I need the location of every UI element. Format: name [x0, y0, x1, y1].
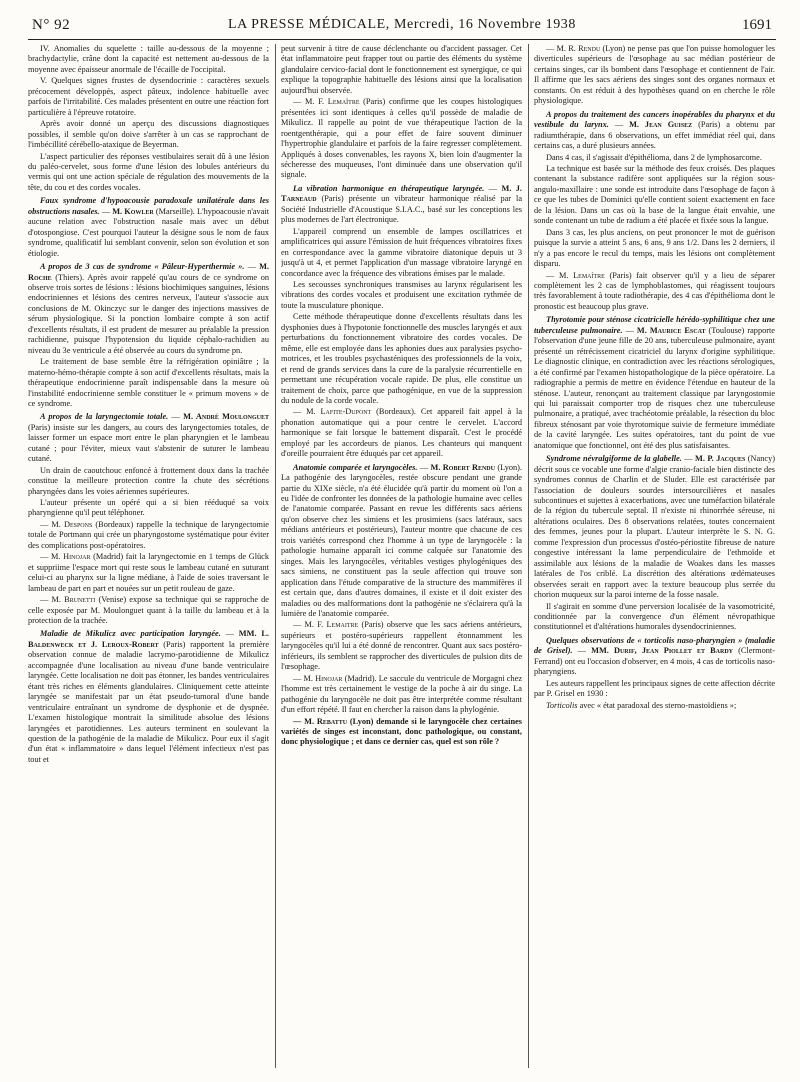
- paragraph: Il s'agirait en somme d'une perversion localisée de la vasomotricité, conditionnée par la convergence d'un élément névropathique constitutionnel et d'altérations humorales dysendocriniennes.: [534, 601, 775, 632]
- comment-rebattu: — M. Rebattu (Lyon) demande si le laryngocèle chez certaines variétés de singes est inconstant, donc pathologique, ou constant, donc physiologique ; et dans ce dernier cas, quel est son rôle ?: [281, 716, 522, 747]
- section-title: La vibration harmonique en thérapeutique laryngée.: [293, 183, 485, 193]
- comment-text: (Bordeaux) rappelle la technique de laryngectomie totale de Portmann qui crée un pharyngostome systématique pour éviter des complications post-opératoires.: [28, 519, 269, 550]
- column-1: [28, 44, 269, 1068]
- section-text: (Nancy) décrit sous ce vocable une forme d'algie cranio-faciale bien distincte des syndromes connus de Charlin et de Sluder. Elle est caractérisée par l'association de douleurs sourdes intersourcilières et nasales subcontinues et sujettes à exacerbations, avec une tuméfaction bilatérale de la région du tubercule septal. Il n'existe ni rhinorrhée séreuse, ni altérations oculaires. Des 8 observations relatées, toutes concernaient des femmes, jeunes pour la plupart. L'auteur interprète le S. N. G. comme l'expression d'un processus d'ostéo-périostite fibreuse de nature congestive intéressant la lame perpendiculaire de l'ethmoïde et assimilable aux lésions de la maladie de Woakes dans les masses latérales de l'os criblé. La discrétion des altérations œdémateuses observées serait en rapport avec la texture beaucoup plus serrée du chorion muqueux sur la paroi interne de la fosse nasale.: [534, 454, 775, 600]
- author-name: M. Kowler: [112, 206, 154, 216]
- comment-text: (Paris) observe que les sacs aériens antérieurs, supérieurs et postéro-supérieurs rappellent étonnamment les laryngocèles qu'il lui a été donné de rencontrer. Quant aux sacs postéro-inférieurs, ils semblent se rapprocher des diverticules de pulsion dits de l'œsophage.: [281, 620, 522, 672]
- author-name: M. F. Lemaître: [304, 97, 360, 107]
- paragraph: L'auteur présente un opéré qui a si bien rééduqué sa voix pharyngienne qu'il peut téléphoner.: [28, 498, 269, 518]
- comment-text: (Madrid) fait la laryngectomie en 1 temps de Glück et suppriime l'espace mort qui reste sous le lambeau cutané en suturant celui-ci au pharynx sur la ligne médiane, à l'aide de soies traversant le lambeau de part en part et nouées sur un petit rouleau de gaze.: [28, 552, 269, 593]
- section-mikulicz: Maladie de Mikulicz avec participation laryngée. — MM. L. Baldenweck et J. Leroux-Robert (Paris) rapportent la première observation connue de maladie lacrymo-parotidienne de Mikulicz accompagnée d'une localisation au niveau d'une bande ventriculaire laryngée. Cette localisation ne doit pas étonner, les bandes ventriculaires étant très riches en éléments glandulaires. Cliniquement cette atteinte laryngée se manifestait par un état pseudo-tumoral d'une bande ventriculaire entraînant un syndrome de dysphonie et de dyspnée. L'examen histologique montrait la similitude absolue des lésions laryngées et parotidiennes. Les auteurs terminent en soulevant la question de la pathogénie de la maladie de Mikulicz. Pour eux il s'agit d'un état « inflammatoire » dans lequel l'élément infectieux n'est pas tout et: [28, 629, 269, 764]
- section-title: A propos de 3 cas de syndrome « Pâleur-Hyperthermie ».: [40, 262, 245, 272]
- section-jacques: Syndrome névralgiforme de la glabelle. — M. P. Jacques (Nancy) décrit sous ce vocable une forme d'algie cranio-faciale bien distincte des syndromes connus de Charlin et de Sluder. Elle est caractérisée par l'association de douleurs sourdes intersourcilières et nasales subcontinues et sujettes à exacerbations, avec une tuméfaction bilatérale de la région du tubercule septal. Il n'existe ni rhinorrhée séreuse, ni altérations oculaires. Des 8 observations relatées, toutes concernaient des femmes, jeunes pour la plupart. L'auteur interprète le S. N. G. comme l'expression d'un processus d'ostéo-périostite fibreuse de nature congestive intéressant la lame perpendiculaire de l'ethmoïde et assimilable aux lésions de la maladie de Woakes dans les masses latérales de l'os criblé. La discrétion des altérations œdémateuses observées serait en rapport avec la texture beaucoup plus serrée du chorion muqueux sur la paroi interne de la fosse nasale.: [534, 454, 775, 600]
- journal-title: LA PRESSE MÉDICALE, Mercredi, 16 Novembre 1938: [227, 17, 576, 32]
- section-text: (Clermont-Ferrand) ont eu l'occasion d'observer, en 4 mois, 4 cas de torticolis naso-pharyngiens.: [534, 646, 775, 677]
- author-name: M. F. Lemaitre: [304, 620, 359, 630]
- author-name: M. Hinojar: [50, 552, 91, 562]
- comment-despons: — M. Despons (Bordeaux) rappelle la technique de laryngectomie totale de Portmann qui crée un pharyngostome systématique pour éviter des complications post-opératoires.: [28, 519, 269, 550]
- paragraph: Cette méthode thérapeutique donne d'excellents résultats dans les dysphonies dues à l'hypotonie fonctionnelle des muscles laryngés et aux perturbations du fonctionnement vibratoire des cordes vocales. De même, elle est employée dans les aphonies dues aux paralysies psycho-motrices, et les troubles psychasténiques des professionnels de la voix, et rend de grands services dans la cure de la paralysie récurrentielle en permettant une récupération vocale rapide. De plus, elle constitue un traitement de choix, parce que pathogénique, en vue de la suppression du nodule de la corde vocale.: [281, 312, 522, 405]
- comment-text: (Madrid). Le saccule du ventricule de Morgagni chez l'homme est très certainement le vestige de la poche à air du singe. La pathogénie du laryngocèle ne doit pas être interprétée comme résultant d'un effort répété. Il faut en chercher la raison dans la phylogénie.: [281, 673, 522, 715]
- section-rendu: Anatomie comparée et laryngocèles. — M. Robert Rendu (Lyon). La pathogénie des laryngocèles, restée obscure pendant une grande partie du XIXe siècle, n'a été élucidée qu'à partir du moment où l'on a eu l'idée de confronter les données de la pathologie humaine avec celles de l'anatomie comparée. Passant en revue les différents sacs aériens qu'on observe chez les simiens et les prosimiens (sacs latéraux, sacs médians antérieurs et postérieurs), l'auteur montre que chacune de ces trois variétés correspond chez l'homme à un type de laryngocèle : la pathologie humaine apparaît ici comme calquée sur l'anatomie des singes. Mais les laryngocèles, véritables vestiges phylogéniques des sacs simiens, ne constituent pas la seule affection qui trouve son application dans l'étude comparative de la structure des mammifères il est certain que, dans d'autres domaines, il existe et il doit exister des maladies ou des malformations dont la pathogénie ne s'éclairera qu'à la lumière de l'anatomie comparée.: [281, 462, 522, 619]
- comment-rendu: — M. R. Rendu (Lyon) ne pense pas que l'on puisse homologuer les diverticules supérieurs de l'œsophage au sac médian postérieur de certains singes, car ils bombent dans l'œsophage et contiennent de l'air. Il affirme que les sacs aériens des singes sont des organes normaux et constants. On est réduit à des hypothèses quand on en cherche le rôle physiologique.: [534, 44, 775, 106]
- page-header: [28, 16, 776, 40]
- section-text: (Paris) insiste sur les dangers, au cours des laryngectomies totales, de laisser former un espace mort entre le plan pharyngien et le lambeau cutané ; pour l'éviter, mieux vaut s'abstenir de suturer le lambeau cutané.: [28, 422, 269, 464]
- comment-text: (Paris) confirme que les coupes histologiques présentées ici sont identiques à celles qu'il possède de maladie de Mikulicz. Il rappelle au point de vue thérapeutique l'action de la roentgenthérapie, qui a pour effet de faire souvent diminuer l'hypertrophie glandulaire et parfois de la faire regresser complètement. Appliqués à doses convenables, les rayons X, bien loin d'augmenter la sécheresse des muqueuses, l'ont diminuée dans une observation qu'il signale.: [281, 97, 522, 180]
- section-text: (Toulouse) rapporte l'observation d'une jeune fille de 20 ans, tuberculeuse pulmonaire, ayant présenté un rétrécissement cicatriciel du larynx d'origine syphilitique. Le diagnostic clinique, en contradiction avec les réactions sérologiques, a été confirmé par l'examen histopathologique de la pièce opératoire. La radiographie a permis de mettre en évidence l'étendue en hauteur de la sténose. L'auteur, renonçant au traitement classique par laryngostomie qui lui paraissait comporter trop de risques chez une tuberculeuse pulmonaire, a pratiqué, avec trachéotomie préalable, la résection du bloc fibreux sténosant par voie thyrotomique suivie de fermeture immédiate de la cavité laryngée. Les suites opératoires, tant du point de vue anatomique que fonctionnel, ont été des plus satisfaisantes.: [534, 325, 775, 450]
- author-name: M. P. Jacques: [695, 454, 746, 464]
- comment-text: (Venise) expose sa technique qui se rapproche de celle exposée par M. Moulonguet quant à la taille du lambeau et à la protection de la trachée.: [28, 595, 269, 626]
- term: Torticolis: [546, 700, 578, 710]
- comment-hinojar: — M. Hinojar (Madrid) fait la laryngectomie en 1 temps de Glück et suppriime l'espace mort qui reste sous le lambeau cutané en suturant celui-ci au pharynx sur la ligne médiane, à l'aide de soies traversant le lambeau de part en part et nouées sur un petit rouleau de gaze.: [28, 552, 269, 593]
- author-name: M. J. Tarneaud: [281, 183, 522, 204]
- paragraph-text: avec « état paradoxal des sterno-mastoïdiens »;: [579, 700, 737, 710]
- author-name: M. Despons: [51, 519, 93, 529]
- paragraph: Un drain de caoutchouc enfoncé à frottement doux dans la trachée constitue la meilleure protection contre la chute des sécrétions pharyngées dans les voies aériennes supérieures.: [28, 465, 269, 496]
- paragraph: [534, 701, 775, 711]
- comment-text: (Bordeaux). Cet appareil fait appel à la phonation automatique qui a pour centre le cervelet. L'accord harmonique se fait lorsque le battement disparaît. C'est le procédé employé par les accordeurs de pianos. Les chanteurs qui manquent d'oreille pourraient être éduqués par cet appareil.: [281, 407, 522, 459]
- section-kowler: Faux syndrome d'hypoacousie paradoxale unilatérale dans les obstructions nasales. — M. Kowler (Marseille). L'hypoacousie n'avait aucune relation avec l'obstruction nasale mais avec un début d'otospongiose. C'est pourquoi l'auteur la désigne sous le nom de faux syndrome, qualificatif lui semblant convenir, selon son évolution et son étiologie.: [28, 196, 269, 258]
- paragraph: Les secousses synchroniques transmises au larynx régularisent les vibrations des cordes vocales et produisent une excitation rythmée de toute la musculature phonique.: [281, 279, 522, 310]
- section-title: Thyrotomie pour sténose cicatricielle hérédo-syphilitique chez une tuberculeuse pulmonaire.: [534, 315, 775, 335]
- section-title: Maladie de Mikulicz avec participation laryngée.: [40, 629, 221, 639]
- section-durif: Quelques observations de « torticolis naso-pharyngien » (maladie de Grisel). — MM. Durif, Jean Piollet et Bardy (Clermont-Ferrand) ont eu l'occasion d'observer, en 4 mois, 4 cas de torticolis naso-pharyngiens.: [534, 635, 775, 677]
- section-text: (Lyon). La pathogénie des laryngocèles, restée obscure pendant une grande partie du XIXe siècle, n'a été élucidée qu'à partir du moment où l'on a eu l'idée de confronter les données de la pathologie humaine avec celles de l'anatomie comparée. Passant en revue les différents sacs aériens qu'on observe chez les simiens et les prosimiens (sacs latéraux, sacs médians antérieurs et postérieurs), l'auteur montre que chacune de ces trois variétés correspond chez l'homme à un type de laryngocèle : la pathologie humaine apparaît ici comme calquée sur l'anatomie des singes. Mais les laryngocèles, véritables vestiges phylogéniques des sacs simiens, ne constituent pas la seule affection qui trouve son application dans l'étude comparative de la structure des mammifères il est certain que, dans d'autres domaines, il existe et il doit exister des maladies ou des malformations dont la pathogénie ne s'éclairera qu'à la lumière de l'anatomie comparée.: [281, 462, 522, 619]
- section-guisez: A propos du traitement des cancers inopérables du pharynx et du vestibule du larynx. — M. Jean Guisez (Paris) a obtenu par radiumthérapie, dans 6 observations, un effet immédiat réel qui, dans certains cas, a duré plusieurs années.: [534, 109, 775, 151]
- author-name: M. Maurice Escat: [636, 325, 706, 335]
- column-2: [281, 44, 522, 1068]
- paragraph: Après avoir donné un aperçu des discussions diagnostiques possibles, il semble qu'on doive s'arrêter à un cas se rapprochant de l'imbécillité cérébello-ataxique de Beyerman.: [28, 119, 269, 150]
- paragraph: Les auteurs rappellent les principaux signes de cette affection décrite par P. Grisel en 1930 :: [534, 678, 775, 699]
- paragraph: Le traitement de base semble être la réfrigération opiniâtre ; la materno-hémo-thérapie compte à son actif d'excellents résultats, mais la thérapeutique endocrinienne paraît indispensable dans la mesure où l'instabilité endocrinienne semble constituer le « primum movens » de ce syndrome.: [28, 357, 269, 408]
- section-title: A propos du traitement des cancers inopérables du pharynx et du vestibule du larynx.: [534, 109, 775, 130]
- section-text: (Paris) rapportent la première observation connue de maladie lacrymo-parotidienne de Mikulicz accompagnée d'une localisation au niveau d'une bande ventriculaire laryngée. Cette localisation ne doit pas étonner, les bandes ventriculaires étant très riches en éléments glandulaires. Cliniquement cette atteinte laryngée se manifestait par un état pseudo-tumoral d'une bande ventriculaire entraînant un syndrome de dysphonie et de dyspnée. L'examen histologique montrait la similitude absolue des lésions laryngées et parotidiennes. Les auteurs terminent en soulevant la question de la pathogénie de la maladie de Mikulicz. Pour eux il s'agit d'un état « inflammatoire » dans lequel l'élément infectieux n'est pas tout et: [28, 639, 269, 764]
- comment-lemaitre: — M. F. Lemaitre (Paris) observe que les sacs aériens antérieurs, supérieurs et postéro-supérieurs rappellent étonnamment les laryngocèles qu'il lui a été donné de rencontrer. Quant aux sacs postéro-inférieurs, ils semblent se rapprocher des diverticules de pulsion dits de l'œsophage.: [281, 620, 522, 672]
- page-number: 1691: [742, 17, 772, 33]
- author-name: M. Lemaître: [558, 270, 605, 280]
- paragraph: peut survenir à titre de cause déclenchante ou d'accident passager. Cet état inflammatoire peut frapper tout ou partie des éléments du système glandulaire cervico-facial dont le fonctionnement est synergique, ce qui explique la topographie habituelle des lésions ainsi que la localisation aujourd'hui observée.: [281, 44, 522, 95]
- section-moulonguet: A propos de la laryngectomie totale. — M. André Moulonguet (Paris) insiste sur les dangers, au cours des laryngectomies totales, de laisser former un espace mort entre le plan pharyngien et le lambeau cutané ; pour l'éviter, mieux vaut s'abstenir de suturer le lambeau cutané.: [28, 412, 269, 464]
- author-name: MM. Durif, Jean Piollet et Bardy: [591, 646, 733, 656]
- section-text: (Paris) présente un vibrateur harmonique réalisé par la Société Industrielle d'Acoustique S.I.A.C., basé sur les conceptions les plus modernes de l'art électronique.: [281, 194, 522, 225]
- author-name: M. R. Rendu: [556, 44, 601, 53]
- issue-number: N° 92: [32, 17, 71, 33]
- comment-brunetti: — M. Brunetti (Venise) expose sa technique qui se rapproche de celle exposée par M. Moulonguet quant à la taille du lambeau et à la protection de la trachée.: [28, 595, 269, 626]
- author-name: M. Hinojar: [303, 673, 343, 683]
- section-escat: Thyrotomie pour sténose cicatricielle hérédo-syphilitique chez une tuberculeuse pulmonaire. — M. Maurice Escat (Toulouse) rapporte l'observation d'une jeune fille de 20 ans, tuberculeuse pulmonaire, ayant présenté un rétrécissement cicatriciel du larynx d'origine syphilitique. Le diagnostic clinique, en contradiction avec les réactions sérologiques, a été confirmé par l'examen histopathologique de la pièce opératoire. La radiographie a permis de mettre en évidence l'étendue en hauteur de la sténose. L'auteur, renonçant au traitement classique par laryngostomie qui lui paraissait comporter trop de risques chez une tuberculeuse pulmonaire, a pratiqué, avec trachéotomie préalable, la résection du bloc fibreux sténosant par voie thyrotomique suivie de fermeture immédiate de la cavité laryngée. Les suites opératoires, tant du point de vue anatomique que fonctionnel, ont été des plus satisfaisantes.: [534, 315, 775, 450]
- comment-hinojar: — M. Hinojar (Madrid). Le saccule du ventricule de Morgagni chez l'homme est très certainement le vestige de la poche à air du singe. La pathogénie du laryngocèle ne doit pas être interprétée comme résultant d'un effort répété. Il faut en chercher la raison dans la phylogénie.: [281, 673, 522, 715]
- newspaper-page: [28, 16, 776, 1068]
- section-title: Anatomie comparée et laryngocèles.: [293, 462, 418, 472]
- paragraph: L'appareil comprend un ensemble de lampes oscillatrices et amplificatrices qui assure l'émission de huit fréquences vibratoires fixes en correspondance avec la gamme vibratoire diatonique depuis ut 3 jusqu'à ut 4, et permet l'application d'un massage vibratoire laryngé en concordance avec la fréquence des vibrations émises par le malade.: [281, 226, 522, 278]
- comment-text: (Paris) fait observer qu'il y a lieu de séparer complètement les 2 cas de lymphoblastomes, qui réagissent toujours très favorablement à toute radiothérapie, des 4 cas d'épithélioma dont le pronostic est beaucoup plus grave.: [534, 270, 775, 311]
- column-3: [534, 44, 775, 1068]
- section-title: Quelques observations de « torticolis naso-pharyngien » (maladie de Grisel).: [534, 635, 775, 656]
- section-title: Syndrome névralgiforme de la glabelle.: [546, 454, 682, 464]
- section-tarneaud: La vibration harmonique en thérapeutique laryngée. — M. J. Tarneaud (Paris) présente un vibrateur harmonique réalisé par la Société Industrielle d'Acoustique S.I.A.C., basé sur les conceptions les plus modernes de l'art électronique.: [281, 183, 522, 225]
- paragraph: Dans 4 cas, il s'agissait d'épithélioma, dans 2 de lymphosarcome.: [546, 152, 762, 162]
- author-name: M. Lafite-Dupont: [306, 407, 372, 417]
- comment-text: (Lyon) demande si le laryngocèle chez certaines variétés de singes est inconstant, donc pathologique, ou constant, donc physiologique ; et dans ce dernier cas, quel est son rôle ?: [281, 716, 522, 747]
- author-name: M. Roche: [28, 262, 269, 282]
- section-title: Faux syndrome d'hypoacousie paradoxale unilatérale dans les obstructions nasales.: [28, 196, 269, 216]
- section-text: (Paris) a obtenu par radiumthérapie, dans 6 observations, un effet immédiat réel qui, dans certains cas, a duré plusieurs années.: [534, 120, 775, 151]
- paragraph: L'aspect particulier des réponses vestibulaires serait dû à une lésion du paléo-cervelet, sous forme d'une lésion des lobules antérieurs du vermis qui ont une action spéciale de régulation des mouvements de la tête, du cou et des cordes vocales.: [28, 151, 269, 192]
- columns: [28, 44, 776, 1068]
- author-name: M. Jean Guisez: [629, 120, 693, 130]
- author-name: M. Rebattu: [304, 716, 348, 726]
- paragraph: Dans 3 cas, les plus anciens, on peut prononcer le mot de guérison puisque la survie a atteint 5 ans, 6 ans, 9 ans 1/2. Dans les 2 derniers, il n'y a pas encore le recul du temps, mais les lésions ont complètement disparu.: [534, 227, 775, 269]
- paragraph: La technique est basée sur la méthode des feux croisés. Des plaques contenant la substance radifère sont appliquées sur la région sous-angulo-maxillaire : une sonde est introduite dans l'œsophage de façon à ce que les tubes de Dominici qu'elle contient soient exactement en face de la lésion. Dans un cas où la base de la langue était envahie, une sonde contenant un tube de radium a été placée et fixée sous la langue.: [534, 163, 775, 226]
- comment-lafite: — M. Lafite-Dupont (Bordeaux). Cet appareil fait appel à la phonation automatique qui a pour centre le cervelet. L'accord harmonique se fait lorsque le battement disparaît. C'est le procédé employé par les accordeurs de pianos. Les chanteurs qui manquent d'oreille pourraient être éduqués par cet appareil.: [281, 407, 522, 459]
- author-name: M. André Moulonguet: [183, 412, 269, 422]
- section-roche: A propos de 3 cas de syndrome « Pâleur-Hyperthermie ». — M. Roche (Thiers). Après avoir rappelé qu'au cours de ce syndrome on observe trois sortes de lésions : lésions biochimiques sanguines, lésions endocriniennes et lésions des centres nerveux, l'auteur s'associe aux conclusions de M. Okinczyc sur le danger des injections massives de sérum physiologique. Si la ponction lombaire compte à son actif d'excellents résultats, il est prudent de mesurer au préalable la pression rachidienne, puisque l'hypotension du liquide céphalo-rachidien au niveau du 3e ventricule a été observée au cours du syndrome pn.: [28, 262, 269, 355]
- section-text: (Thiers). Après avoir rappelé qu'au cours de ce syndrome on observe trois sortes de lésions : lésions biochimiques sanguines, lésions endocriniennes et lésions des centres nerveux, l'auteur s'associe aux conclusions de M. Okinczyc sur le danger des injections massives de sérum physiologique. Si la ponction lombaire compte à son actif d'excellents résultats, il est prudent de mesurer au préalable la pression rachidienne, puisque l'hypotension du liquide céphalo-rachidien au niveau du 3e ventricule a été observée au cours du syndrome pn.: [28, 272, 269, 355]
- comment-lemaitre: — M. F. Lemaître (Paris) confirme que les coupes histologiques présentées ici sont identiques à celles qu'il possède de maladie de Mikulicz. Il rappelle au point de vue thérapeutique l'action de la roentgenthérapie, qui a pour effet de faire souvent diminuer l'hypertrophie glandulaire et parfois de la faire regresser complètement. Appliqués à doses convenables, les rayons X, bien loin d'augmenter la sécheresse des muqueuses, l'ont diminuée dans une observation qu'il signale.: [281, 97, 522, 180]
- comment-lemaitre: — M. Lemaître (Paris) fait observer qu'il y a lieu de séparer complètement les 2 cas de lymphoblastomes, qui réagissent toujours très favorablement à toute radiothérapie, des 4 cas d'épithélioma dont le pronostic est beaucoup plus grave.: [534, 270, 775, 311]
- section-title: A propos de la laryngectomie totale.: [40, 412, 169, 422]
- paragraph: V. Quelques signes frustes de dysendocrinie : caractères sexuels précocement développés, aspect pâteux, indolence habituelle avec parfois de l'irritabilité. Ces malades présentent en outre une réaction fort particulière à l'épreuve rotatoire.: [28, 76, 269, 117]
- author-name: M. Brunetti: [51, 595, 96, 605]
- paragraph: IV. Anomalies du squelette : taille au-dessous de la moyenne ; brachydactylie, crâne dont la capacité est nettement au-dessous de la moyenne avec épaisseur anormale de l'écaille de l'occipital.: [28, 44, 269, 74]
- author-name: MM. L. Baldenweck et J. Leroux-Robert: [28, 629, 269, 649]
- section-text: (Marseille). L'hypoacousie n'avait aucune relation avec l'obstruction nasale mais avec un début d'otospongiose. C'est pourquoi l'auteur la désigne sous le nom de faux syndrome, qualificatif lui semblant convenir, selon son évolution et son étiologie.: [28, 206, 269, 258]
- comment-text: (Lyon) ne pense pas que l'on puisse homologuer les diverticules supérieurs de l'œsophage au sac médian postérieur de certains singes, car ils bombent dans l'œsophage et contiennent de l'air. Il affirme que les sacs aériens des singes sont des organes normaux et constants. On est réduit à des hypothèses quand on en cherche le rôle physiologique.: [534, 44, 775, 106]
- author-name: M. Robert Rendu: [430, 462, 495, 472]
